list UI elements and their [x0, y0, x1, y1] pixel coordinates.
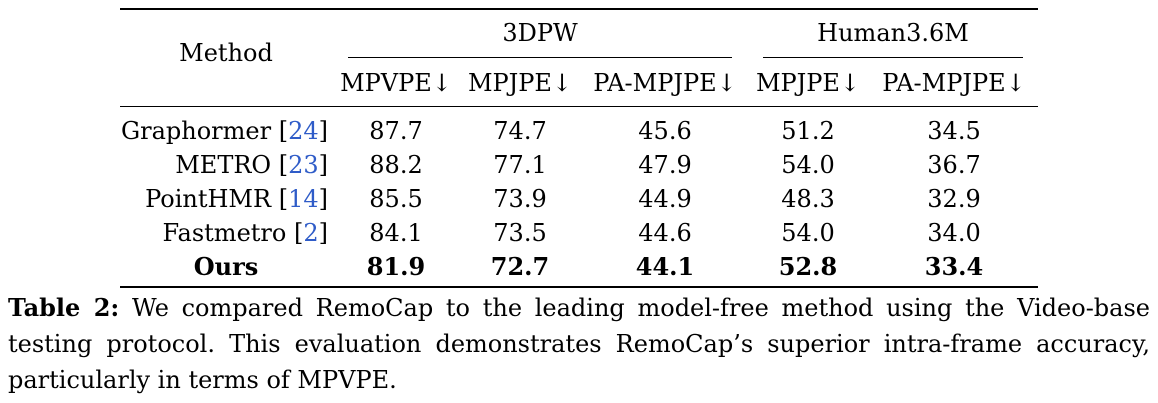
- table-cell: 54.0: [781, 219, 835, 247]
- table-cell: 34.5: [927, 117, 981, 145]
- row-method: Fastmetro [2]: [162, 219, 328, 247]
- mid-rule: [120, 106, 1038, 107]
- table-cell: 84.1: [369, 219, 423, 247]
- table-cell-best: 72.7: [490, 252, 550, 281]
- table-cell: 45.6: [638, 117, 692, 145]
- method-name: Graphormer: [120, 117, 272, 145]
- table-cell: 74.7: [493, 117, 547, 145]
- caption-text: We compared RemoCap to the leading model-free method using the Video-base testing protocol. This evaluation demonstrates RemoCap’s superior intra-frame accuracy, particularly in terms of MPVPE.: [8, 294, 1150, 394]
- col-header-pa-mpjpe-h36m: PA-MPJPE↓: [882, 69, 1026, 97]
- table-cell: 85.5: [369, 185, 423, 213]
- group-header-3dpw: 3DPW: [502, 19, 578, 47]
- table-cell: 87.7: [369, 117, 423, 145]
- cmidrule-human36m: [763, 57, 1023, 58]
- table-cell: 73.5: [493, 219, 547, 247]
- method-name: METRO: [175, 151, 272, 179]
- top-rule: [120, 8, 1038, 10]
- table-cell: 77.1: [493, 151, 547, 179]
- citation-link[interactable]: 14: [288, 185, 319, 213]
- row-method: Graphormer [24]: [120, 117, 328, 145]
- method-header: Method: [179, 39, 273, 67]
- table-cell: 88.2: [369, 151, 423, 179]
- col-header-pa-mpjpe-3dpw: PA-MPJPE↓: [593, 69, 737, 97]
- table-cell: 51.2: [781, 117, 835, 145]
- table-cell: 54.0: [781, 151, 835, 179]
- table-caption: [8, 290, 1150, 398]
- table-cell: 44.9: [638, 185, 692, 213]
- col-header-mpjpe-3dpw: MPJPE↓: [467, 69, 573, 97]
- caption-label: Table 2:: [8, 293, 120, 322]
- method-name: Fastmetro: [162, 219, 287, 247]
- col-header-mpvpe: MPVPE↓: [340, 69, 452, 97]
- table-cell-best: 33.4: [924, 252, 984, 281]
- table-cell: 32.9: [927, 185, 981, 213]
- row-method: METRO [23]: [175, 151, 328, 179]
- cmidrule-3dpw: [348, 57, 732, 58]
- col-header-mpjpe-h36m: MPJPE↓: [755, 69, 861, 97]
- method-name: PointHMR: [145, 185, 272, 213]
- table-cell-best: 52.8: [778, 252, 838, 281]
- bottom-rule: [120, 286, 1038, 288]
- citation-link[interactable]: 24: [288, 117, 319, 145]
- table-cell: 34.0: [927, 219, 981, 247]
- row-method: PointHMR [14]: [145, 185, 328, 213]
- table-cell: 47.9: [638, 151, 692, 179]
- table-cell: 73.9: [493, 185, 547, 213]
- group-header-human36m: Human3.6M: [817, 19, 969, 47]
- table-cell-best: 44.1: [635, 252, 695, 281]
- table-cell: 44.6: [638, 219, 692, 247]
- citation-link[interactable]: 23: [288, 151, 319, 179]
- citation-link[interactable]: 2: [303, 219, 319, 247]
- table-cell-best: 81.9: [366, 252, 426, 281]
- table-cell: 36.7: [927, 151, 981, 179]
- table-cell: 48.3: [781, 185, 835, 213]
- method-name-ours: Ours: [193, 252, 259, 281]
